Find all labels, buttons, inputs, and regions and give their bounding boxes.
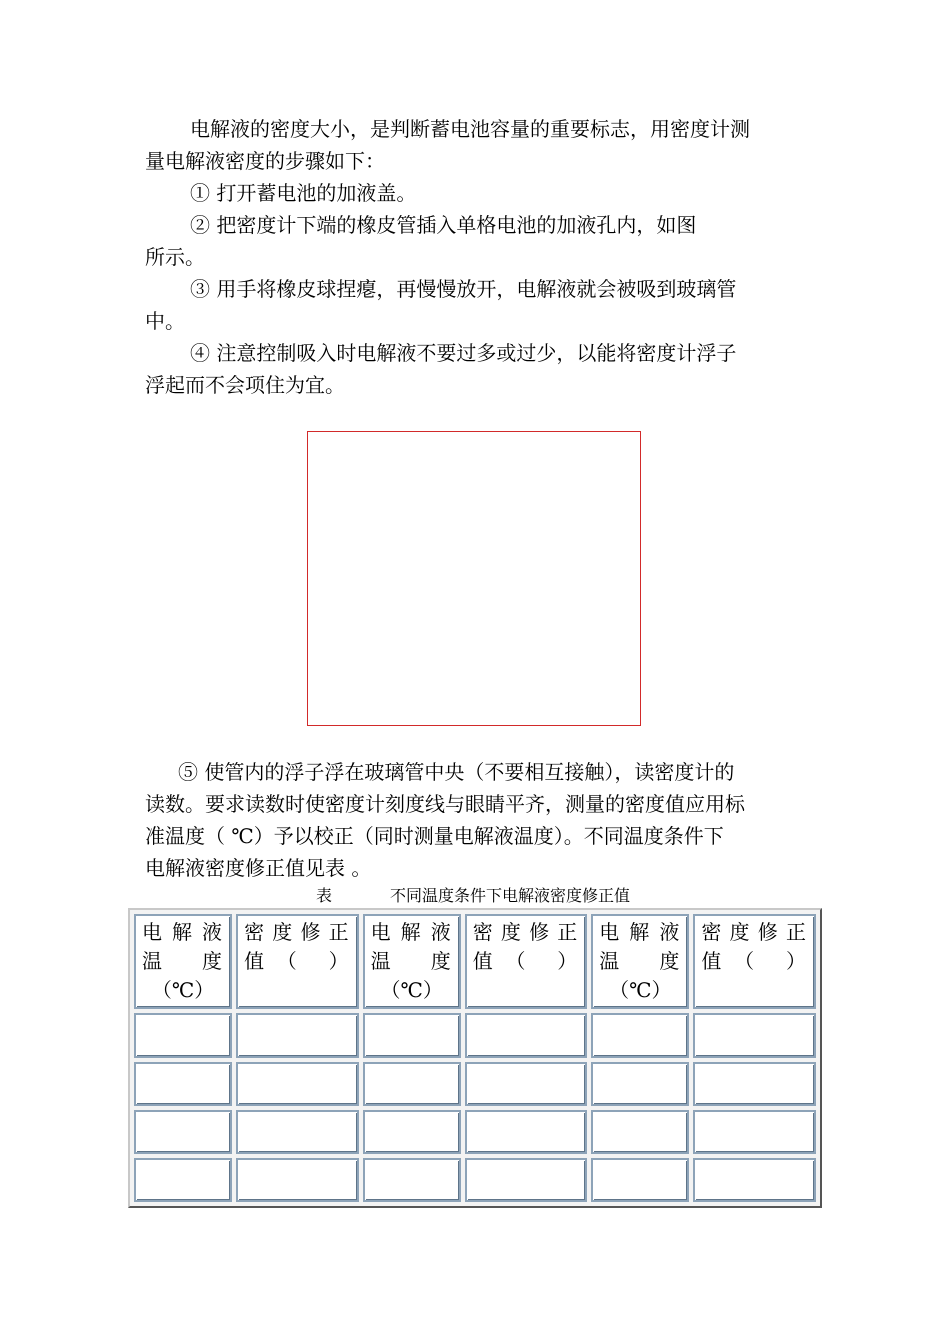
header-cell-temperature (134, 914, 232, 1009)
table-row (134, 1013, 816, 1057)
table-header-row (134, 914, 816, 1009)
table-cell (363, 1158, 461, 1202)
step-3-line-1: ③ 用手将橡皮球捏瘪，再慢慢放开，电解液就会被吸到玻璃管 (190, 277, 737, 301)
step-2-line-1: ② 把密度计下端的橡皮管插入单格电池的加液孔内，如图 (190, 213, 697, 237)
table-cell (693, 1110, 816, 1154)
table-cell (134, 1110, 232, 1154)
header-cell-correction (465, 914, 588, 1009)
header-cell-correction (693, 914, 816, 1009)
step-4-line-2: 浮起而不会项住为宜。 (145, 373, 345, 397)
density-correction-table (128, 908, 822, 1208)
step-5-line-2: 读数。要求读数时使密度计刻度线与眼睛平齐，测量的密度值应用标 (145, 792, 745, 816)
intro-line-2: 量电解液密度的步骤如下： (145, 149, 385, 173)
table-cell (465, 1062, 588, 1106)
table-cell (236, 1062, 359, 1106)
step-5-line-3: 准温度（ ℃）予以校正（同时测量电解液温度）。不同温度条件下 (145, 824, 724, 848)
table-cell (134, 1158, 232, 1202)
header-label: 电解液温 度 (142, 920, 225, 973)
header-label: 密度修正值（ ） (701, 920, 808, 973)
header-unit: （℃） (609, 978, 672, 1002)
intro-paragraph (145, 113, 810, 401)
table-cell (465, 1158, 588, 1202)
table-row (134, 1158, 816, 1202)
table-cell (363, 1110, 461, 1154)
header-label: 密度修正值（ ） (472, 920, 580, 973)
intro-line-1: 电解液的密度大小，是判断蓄电池容量的重要标志，用密度计测 (190, 117, 750, 141)
table-row (134, 1110, 816, 1154)
table-cell (693, 1013, 816, 1057)
table-cell (236, 1013, 359, 1057)
table-caption (316, 885, 630, 907)
table-cell (134, 1062, 232, 1106)
step-5-line-1: ⑤ 使管内的浮子浮在玻璃管中央（不要相互接触），读密度计的 (178, 760, 735, 784)
header-label: 电解液温 度 (370, 920, 453, 973)
table-row (134, 1062, 816, 1106)
header-unit: （℃） (151, 978, 215, 1002)
table-cell (465, 1110, 588, 1154)
header-label: 密度修正值（ ） (244, 920, 351, 973)
table-cell (236, 1158, 359, 1202)
step-2-line-2: 所示。 (145, 245, 205, 269)
table-cell (465, 1013, 588, 1057)
header-cell-temperature (363, 914, 461, 1009)
table-cell (236, 1110, 359, 1154)
step-5-line-4: 电解液密度修正值见表 。 (145, 856, 372, 880)
table-cell (693, 1062, 816, 1106)
header-cell-temperature (591, 914, 689, 1009)
header-unit: （℃） (380, 978, 443, 1002)
figure-placeholder (307, 431, 641, 726)
step-3-line-2: 中。 (145, 309, 185, 333)
step-4-line-1: ④ 注意控制吸入时电解液不要过多或过少，以能将密度计浮子 (190, 341, 737, 365)
header-label: 电解液温 度 (599, 920, 682, 973)
table-cell (363, 1062, 461, 1106)
table-cell (591, 1158, 689, 1202)
table-cell (363, 1013, 461, 1057)
table-cell (591, 1013, 689, 1057)
step-5-paragraph (145, 756, 810, 884)
table-cell (693, 1158, 816, 1202)
step-1: ① 打开蓄电池的加液盖。 (190, 181, 417, 205)
table-caption-title: 不同温度条件下电解液密度修正值 (390, 886, 631, 905)
table-cell (134, 1013, 232, 1057)
table-cell (591, 1062, 689, 1106)
table-caption-prefix: 表 (316, 886, 333, 905)
header-cell-correction (236, 914, 359, 1009)
table-cell (591, 1110, 689, 1154)
